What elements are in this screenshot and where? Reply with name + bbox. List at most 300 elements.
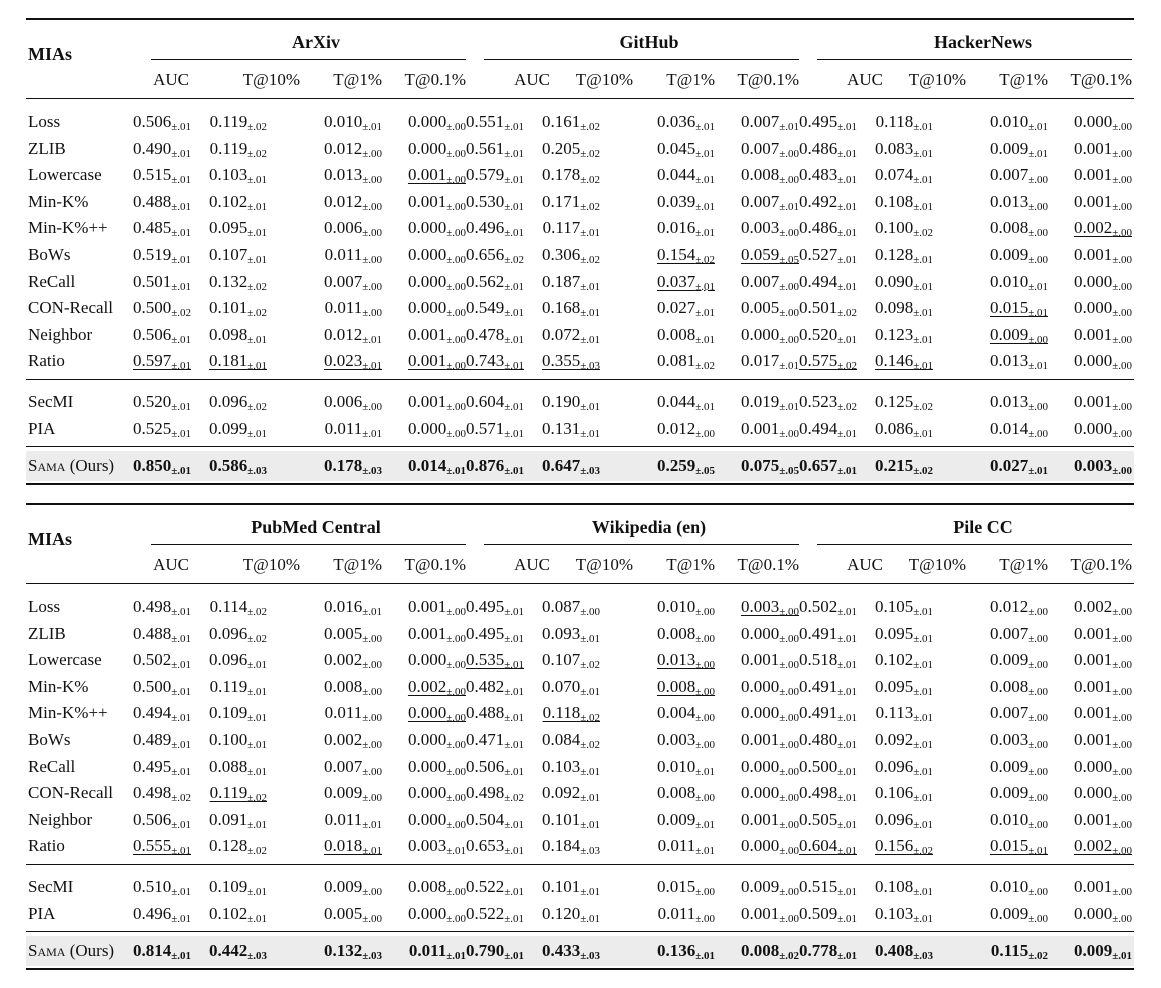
value-cell: $0.119_{\pm.02}$	[209, 138, 267, 160]
std-error: ±.03	[913, 950, 933, 962]
value-cell: $0.495_{\pm.01}$	[132, 756, 191, 778]
std-error: ±.00	[1112, 659, 1132, 672]
value-cell: $0.005_{\pm.00}$	[740, 298, 799, 320]
value-cell: $0.500_{\pm.01}$	[798, 756, 857, 778]
value-cell: $0.491_{\pm.01}$	[798, 623, 857, 645]
std-error: ±.00	[1112, 147, 1132, 160]
std-error: ±.01	[580, 632, 600, 645]
std-error: ±.00	[362, 765, 382, 778]
value-cell: $0.489_{\pm.01}$	[132, 730, 191, 751]
value-cell: $0.102_{\pm.01}$	[208, 904, 267, 925]
std-error: ±.00	[446, 147, 466, 160]
std-error: ±.02	[1028, 950, 1048, 962]
std-error: ±.01	[247, 333, 267, 346]
value-cell: $0.555_{\pm.01}$	[132, 836, 191, 858]
metric-header: T@0.1%	[404, 555, 466, 574]
value-cell: $0.103_{\pm.01}$	[874, 904, 933, 925]
std-error: ±.02	[580, 712, 600, 725]
value-cell: $0.506_{\pm.01}$	[132, 809, 191, 831]
value-cell: $0.001_{\pm.00}$	[740, 730, 799, 751]
value-cell: $0.072_{\pm.01}$	[541, 324, 600, 346]
std-error: ±.00	[1112, 254, 1132, 266]
std-error: ±.00	[1028, 200, 1048, 213]
std-error: ±.00	[446, 712, 466, 725]
value-cell: $0.482_{\pm.01}$	[465, 676, 524, 698]
group-header: Wikipedia (en)	[591, 517, 707, 537]
value-cell: $0.105_{\pm.01}$	[874, 597, 933, 618]
value-cell: $0.494_{\pm.01}$	[132, 703, 191, 725]
value-cell: $0.070_{\pm.01}$	[541, 676, 600, 698]
top-rule	[26, 18, 1134, 20]
value-cell: $0.000_{\pm.00}$	[1073, 351, 1132, 373]
value-cell: $0.008_{\pm.00}$	[407, 877, 466, 898]
std-error: ±.01	[247, 712, 267, 725]
value-cell: $0.007_{\pm.00}$	[323, 756, 382, 778]
std-error: ±.00	[779, 280, 799, 293]
std-error: ±.01	[171, 659, 191, 672]
std-error: ±.01	[837, 280, 857, 293]
value-cell: $0.001_{\pm.00}$	[1073, 877, 1132, 898]
metric-header: T@0.1%	[737, 555, 799, 574]
value-cell: $0.001_{\pm.00}$	[1073, 676, 1132, 698]
value-cell: $0.009_{\pm.00}$	[989, 650, 1048, 672]
std-error: ±.01	[580, 227, 600, 240]
value-cell: $0.100_{\pm.01}$	[208, 730, 267, 751]
value-cell: $0.000_{\pm.00}$	[407, 904, 466, 925]
value-cell: $0.008_{\pm.00}$	[656, 783, 715, 805]
value-cell: $0.562_{\pm.01}$	[465, 271, 524, 293]
value-cell: $0.001_{\pm.00}$	[407, 191, 466, 213]
std-error: ±.02	[247, 147, 267, 160]
value-cell: $0.001_{\pm.00}$	[1073, 809, 1132, 831]
value-cell: $0.010_{\pm.00}$	[656, 597, 715, 618]
value-cell: $0.003_{\pm.01}$	[407, 836, 466, 858]
std-error: ±.01	[504, 886, 524, 898]
value-cell: $0.007_{\pm.00}$	[989, 703, 1048, 725]
std-error: ±.01	[837, 121, 857, 133]
std-error: ±.00	[446, 818, 466, 831]
value-cell: $0.023_{\pm.01}$	[323, 351, 382, 373]
value-cell: $0.096_{\pm.01}$	[874, 756, 933, 778]
method-name: SecMI	[28, 877, 74, 896]
std-error: ±.00	[362, 227, 382, 240]
std-error: ±.00	[446, 659, 466, 672]
value-cell: $0.000_{\pm.00}$	[407, 298, 466, 320]
value-cell: $0.008_{\pm.00}$	[989, 218, 1048, 240]
std-error: ±.00	[695, 428, 715, 440]
value-cell: $0.108_{\pm.01}$	[874, 191, 933, 213]
value-cell: $0.009_{\pm.00}$	[989, 324, 1048, 346]
value-cell: $0.001_{\pm.00}$	[1073, 730, 1132, 751]
value-cell: $0.494_{\pm.01}$	[798, 271, 857, 293]
value-cell: $0.000_{\pm.00}$	[740, 324, 799, 346]
value-cell: $0.000_{\pm.00}$	[740, 756, 799, 778]
std-error: ±.01	[446, 845, 466, 858]
std-error: ±.01	[247, 200, 267, 213]
std-error: ±.00	[1112, 428, 1132, 440]
std-error: ±.01	[247, 818, 267, 831]
std-error: ±.00	[695, 792, 715, 805]
std-error: ±.01	[779, 401, 799, 413]
std-error: ±.00	[362, 792, 382, 805]
metric-header: T@10%	[242, 555, 300, 574]
std-error: ±.02	[247, 401, 267, 413]
std-error: ±.00	[446, 227, 466, 240]
value-cell: $0.488_{\pm.01}$	[132, 623, 191, 645]
value-cell: $0.037_{\pm.01}$	[656, 271, 715, 293]
std-error: ±.00	[1112, 765, 1132, 778]
value-cell-best: $0.075_{\pm.05}$	[740, 456, 799, 477]
std-error: ±.01	[1028, 121, 1048, 133]
value-cell: $0.083_{\pm.01}$	[874, 138, 933, 160]
std-error: ±.02	[580, 121, 600, 133]
std-error: ±.01	[247, 659, 267, 672]
std-error: ±.00	[1028, 227, 1048, 240]
std-error: ±.02	[913, 401, 933, 413]
value-cell: $0.119_{\pm.01}$	[209, 676, 267, 698]
value-cell: $0.000_{\pm.00}$	[407, 138, 466, 160]
std-error: ±.02	[837, 360, 857, 373]
std-error: ±.01	[504, 428, 524, 440]
value-cell: $0.004_{\pm.00}$	[656, 703, 715, 725]
value-cell: $0.128_{\pm.02}$	[208, 836, 267, 858]
value-cell: $0.090_{\pm.01}$	[874, 271, 933, 293]
value-cell: $0.604_{\pm.01}$	[798, 836, 857, 858]
value-cell: $0.001_{\pm.00}$	[1073, 165, 1132, 187]
value-cell: $0.653_{\pm.01}$	[465, 836, 524, 858]
std-error: ±.02	[504, 254, 524, 266]
value-cell: $0.008_{\pm.01}$	[656, 324, 715, 346]
value-cell: $0.013_{\pm.00}$	[323, 165, 382, 187]
value-cell: $0.523_{\pm.02}$	[798, 392, 857, 413]
value-cell: $0.000_{\pm.00}$	[740, 783, 799, 805]
value-cell: $0.502_{\pm.01}$	[132, 650, 191, 672]
method-name-smallcaps: Sama	[28, 456, 66, 475]
std-error: ±.01	[913, 147, 933, 160]
value-cell: $0.009_{\pm.00}$	[323, 783, 382, 805]
value-cell: $0.008_{\pm.00}$	[323, 676, 382, 698]
value-cell: $0.003_{\pm.00}$	[656, 730, 715, 751]
std-error: ±.01	[247, 685, 267, 698]
std-error: ±.01	[504, 765, 524, 778]
std-error: ±.01	[837, 632, 857, 645]
value-cell: $0.132_{\pm.02}$	[208, 271, 267, 293]
std-error: ±.01	[913, 280, 933, 293]
std-error: ±.00	[1112, 606, 1132, 618]
value-cell: $0.496_{\pm.01}$	[132, 904, 191, 925]
std-error: ±.01	[504, 685, 524, 698]
std-error: ±.00	[1028, 632, 1048, 645]
std-error: ±.00	[446, 401, 466, 413]
std-error: ±.01	[913, 685, 933, 698]
method-name: CON-Recall	[28, 783, 113, 803]
std-error: ±.00	[779, 818, 799, 831]
mid-rule	[26, 379, 1134, 380]
metric-header: T@10%	[575, 70, 633, 89]
value-cell: $0.001_{\pm.00}$	[1073, 392, 1132, 413]
value-cell: $0.190_{\pm.01}$	[541, 392, 600, 413]
std-error: ±.01	[695, 401, 715, 413]
value-cell: $0.010_{\pm.00}$	[989, 809, 1048, 831]
std-error: ±.01	[504, 606, 524, 618]
value-cell: $0.001_{\pm.00}$	[1073, 138, 1132, 160]
std-error: ±.01	[837, 174, 857, 187]
std-error: ±.01	[695, 121, 715, 133]
value-cell: $0.123_{\pm.01}$	[874, 324, 933, 346]
std-error: ±.00	[362, 401, 382, 413]
value-cell: $0.017_{\pm.01}$	[740, 351, 799, 373]
value-cell: $0.000_{\pm.00}$	[407, 730, 466, 751]
value-cell: $0.087_{\pm.00}$	[541, 597, 600, 618]
std-error: ±.01	[695, 227, 715, 240]
value-cell: $0.001_{\pm.00}$	[1073, 324, 1132, 346]
value-cell: $0.001_{\pm.00}$	[407, 392, 466, 413]
value-cell: $0.009_{\pm.00}$	[989, 783, 1048, 805]
value-cell: $0.515_{\pm.01}$	[798, 877, 857, 898]
std-error: ±.00	[1112, 200, 1132, 213]
std-error: ±.00	[779, 739, 799, 751]
metric-header: T@0.1%	[1070, 555, 1132, 574]
std-error: ±.02	[695, 360, 715, 373]
value-cell: $0.488_{\pm.01}$	[465, 703, 524, 725]
metric-header: T@1%	[999, 70, 1048, 89]
value-cell: $0.501_{\pm.01}$	[132, 271, 191, 293]
metric-header: T@1%	[666, 555, 715, 574]
value-cell: $0.001_{\pm.00}$	[740, 809, 799, 831]
std-error: ±.00	[446, 428, 466, 440]
std-error: ±.01	[580, 280, 600, 293]
value-cell: $0.088_{\pm.01}$	[208, 756, 267, 778]
std-error: ±.00	[779, 845, 799, 858]
std-error: ±.01	[580, 765, 600, 778]
std-error: ±.01	[504, 227, 524, 240]
value-cell: $0.098_{\pm.01}$	[208, 324, 267, 346]
std-error: ±.03	[580, 845, 600, 858]
value-cell: $0.184_{\pm.03}$	[541, 836, 600, 858]
metric-header: T@0.1%	[1070, 70, 1132, 89]
value-cell: $0.495_{\pm.01}$	[798, 112, 857, 133]
std-error: ±.01	[504, 280, 524, 293]
value-cell: $0.096_{\pm.01}$	[208, 650, 267, 672]
metric-header: T@10%	[242, 70, 300, 89]
std-error: ±.03	[362, 950, 382, 962]
value-cell: $0.007_{\pm.00}$	[323, 271, 382, 293]
value-cell: $0.015_{\pm.01}$	[989, 836, 1048, 858]
value-cell: $0.001_{\pm.00}$	[740, 419, 799, 440]
std-error: ±.01	[580, 428, 600, 440]
std-error: ±.01	[504, 147, 524, 160]
value-cell: $0.506_{\pm.01}$	[465, 756, 524, 778]
std-error: ±.01	[913, 307, 933, 320]
value-cell: $0.000_{\pm.00}$	[1073, 298, 1132, 320]
value-cell: $0.008_{\pm.00}$	[656, 676, 715, 698]
std-error: ±.00	[362, 280, 382, 293]
std-error: ±.00	[779, 606, 799, 618]
value-cell: $0.096_{\pm.02}$	[208, 392, 267, 413]
std-error: ±.02	[247, 307, 267, 320]
std-error: ±.01	[837, 765, 857, 778]
method-name: Ratio	[28, 836, 65, 856]
std-error: ±.00	[1112, 792, 1132, 805]
value-cell: $0.118_{\pm.02}$	[542, 703, 600, 725]
value-cell: $0.091_{\pm.01}$	[208, 809, 267, 831]
std-error: ±.02	[913, 227, 933, 240]
std-error: ±.01	[837, 913, 857, 925]
value-cell: $0.096_{\pm.02}$	[208, 623, 267, 645]
std-error: ±.01	[504, 659, 524, 672]
value-cell: $0.107_{\pm.02}$	[541, 650, 600, 672]
std-error: ±.00	[695, 606, 715, 618]
std-error: ±.01	[504, 632, 524, 645]
std-error: ±.02	[913, 465, 933, 477]
std-error: ±.01	[913, 254, 933, 266]
method-name: Ratio	[28, 351, 65, 371]
std-error: ±.01	[247, 886, 267, 898]
std-error: ±.02	[171, 307, 191, 320]
value-cell-best: $0.178_{\pm.03}$	[323, 456, 382, 477]
std-error: ±.00	[779, 712, 799, 725]
std-error: ±.01	[837, 792, 857, 805]
results-table-top	[26, 18, 1134, 486]
value-cell: $0.007_{\pm.00}$	[740, 271, 799, 293]
std-error: ±.01	[171, 280, 191, 293]
std-error: ±.01	[247, 360, 267, 373]
std-error: ±.01	[913, 632, 933, 645]
std-error: ±.01	[247, 254, 267, 266]
value-cell: $0.486_{\pm.01}$	[798, 138, 857, 160]
value-cell: $0.001_{\pm.00}$	[1073, 623, 1132, 645]
std-error: ±.01	[837, 950, 857, 962]
value-cell: $0.001_{\pm.00}$	[407, 623, 466, 645]
value-cell: $0.000_{\pm.00}$	[740, 676, 799, 698]
value-cell: $0.119_{\pm.02}$	[209, 783, 267, 805]
value-cell: $0.002_{\pm.00}$	[407, 676, 466, 698]
group-underline	[151, 544, 466, 545]
value-cell: $0.012_{\pm.00}$	[323, 138, 382, 160]
value-cell: $0.579_{\pm.01}$	[465, 165, 524, 187]
group-underline	[484, 544, 799, 545]
value-cell: $0.010_{\pm.01}$	[656, 756, 715, 778]
value-cell: $0.000_{\pm.00}$	[1073, 756, 1132, 778]
std-error: ±.00	[1112, 913, 1132, 925]
std-error: ±.01	[1028, 360, 1048, 373]
metric-header: AUC	[847, 70, 883, 89]
std-error: ±.01	[504, 845, 524, 858]
value-cell: $0.008_{\pm.00}$	[656, 623, 715, 645]
value-cell-best: $0.115_{\pm.02}$	[990, 941, 1048, 962]
std-error: ±.01	[171, 765, 191, 778]
value-cell: $0.490_{\pm.01}$	[132, 138, 191, 160]
std-error: ±.00	[362, 739, 382, 751]
std-error: ±.00	[362, 685, 382, 698]
std-error: ±.01	[171, 254, 191, 266]
value-cell: $0.128_{\pm.01}$	[874, 245, 933, 266]
value-cell: $0.044_{\pm.01}$	[656, 392, 715, 413]
value-cell: $0.000_{\pm.00}$	[1073, 112, 1132, 133]
std-error: ±.02	[837, 401, 857, 413]
value-cell: $0.106_{\pm.01}$	[874, 783, 933, 805]
std-error: ±.00	[779, 886, 799, 898]
value-cell: $0.095_{\pm.01}$	[874, 676, 933, 698]
value-cell: $0.102_{\pm.01}$	[874, 650, 933, 672]
std-error: ±.00	[362, 632, 382, 645]
method-name: Min-K%	[28, 191, 89, 211]
value-cell: $0.005_{\pm.00}$	[323, 623, 382, 645]
std-error: ±.01	[1028, 147, 1048, 160]
std-error: ±.02	[580, 147, 600, 160]
value-cell: $0.743_{\pm.01}$	[465, 351, 524, 373]
value-cell: $0.114_{\pm.02}$	[209, 597, 267, 618]
ours-method-name: Sama (Ours)	[28, 456, 115, 475]
value-cell: $0.109_{\pm.01}$	[208, 877, 267, 898]
std-error: ±.02	[247, 845, 267, 858]
value-cell: $0.500_{\pm.02}$	[132, 298, 191, 320]
std-error: ±.01	[913, 200, 933, 213]
value-cell: $0.027_{\pm.01}$	[656, 298, 715, 320]
value-cell: $0.597_{\pm.01}$	[132, 351, 191, 373]
std-error: ±.01	[580, 333, 600, 346]
value-cell: $0.101_{\pm.01}$	[541, 809, 600, 831]
value-cell: $0.009_{\pm.01}$	[989, 138, 1048, 160]
std-error: ±.00	[446, 360, 466, 373]
metric-header: T@0.1%	[737, 70, 799, 89]
value-cell: $0.002_{\pm.00}$	[323, 730, 382, 751]
std-error: ±.01	[171, 886, 191, 898]
value-cell: $0.011_{\pm.01}$	[657, 836, 715, 858]
metric-header: T@1%	[666, 70, 715, 89]
value-cell: $0.506_{\pm.01}$	[132, 112, 191, 133]
value-cell: $0.002_{\pm.00}$	[1073, 218, 1132, 240]
std-error: ±.01	[695, 765, 715, 778]
std-error: ±.01	[1028, 465, 1048, 477]
value-cell: $0.001_{\pm.00}$	[407, 324, 466, 346]
std-error: ±.01	[247, 739, 267, 751]
group-header: Pile CC	[953, 517, 1013, 537]
value-cell: $0.001_{\pm.00}$	[407, 351, 466, 373]
std-error: ±.01	[695, 280, 715, 293]
std-error: ±.05	[779, 465, 799, 477]
std-error: ±.00	[1028, 792, 1048, 805]
std-error: ±.01	[837, 845, 857, 858]
std-error: ±.01	[837, 465, 857, 477]
value-cell-best: $0.259_{\pm.05}$	[656, 456, 715, 477]
std-error: ±.01	[247, 428, 267, 440]
value-cell: $0.520_{\pm.01}$	[798, 324, 857, 346]
std-error: ±.01	[504, 913, 524, 925]
value-cell: $0.118_{\pm.01}$	[875, 112, 933, 133]
value-cell-best: $0.850_{\pm.01}$	[132, 456, 191, 477]
std-error: ±.00	[1112, 632, 1132, 645]
std-error: ±.02	[779, 950, 799, 962]
value-cell: $0.092_{\pm.01}$	[874, 730, 933, 751]
value-cell: $0.501_{\pm.02}$	[798, 298, 857, 320]
std-error: ±.02	[247, 632, 267, 645]
std-error: ±.00	[1112, 886, 1132, 898]
std-error: ±.01	[695, 174, 715, 187]
std-error: ±.01	[837, 227, 857, 240]
ours-rule	[26, 931, 1134, 932]
value-cell: $0.101_{\pm.02}$	[208, 298, 267, 320]
std-error: ±.01	[247, 227, 267, 240]
std-error: ±.01	[913, 739, 933, 751]
std-error: ±.00	[1112, 280, 1132, 293]
std-error: ±.01	[913, 333, 933, 346]
value-cell: $0.506_{\pm.01}$	[132, 324, 191, 346]
std-error: ±.01	[580, 792, 600, 805]
value-cell: $0.575_{\pm.02}$	[798, 351, 857, 373]
std-error: ±.01	[504, 174, 524, 187]
method-name: Neighbor	[28, 324, 93, 344]
